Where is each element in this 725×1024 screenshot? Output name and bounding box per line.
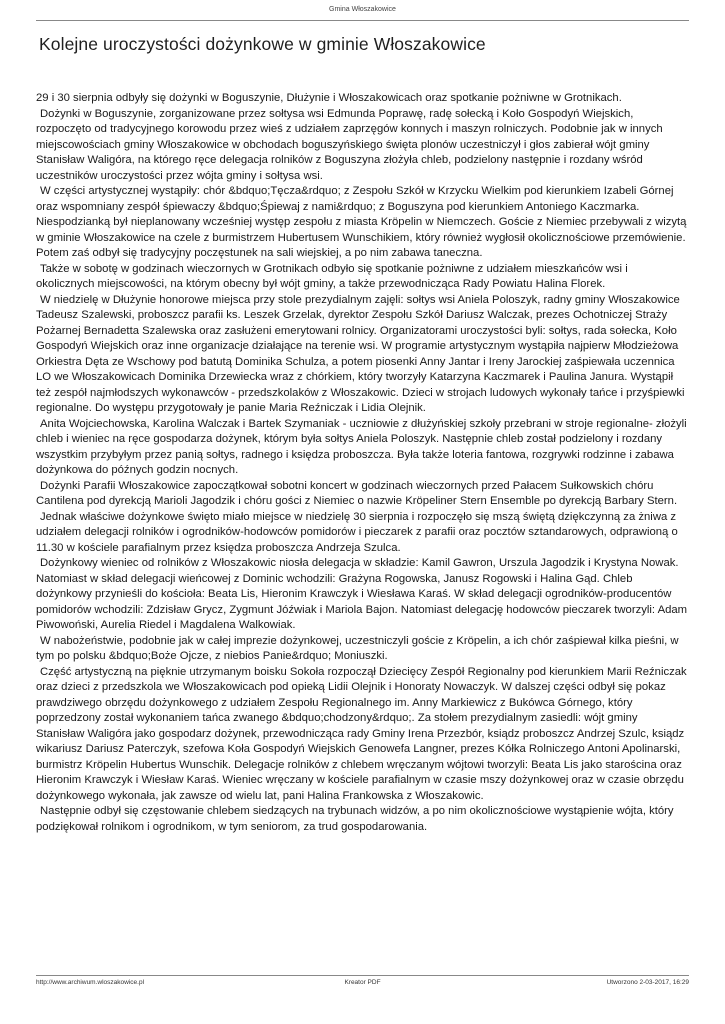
header-divider	[36, 20, 689, 21]
paragraph-boguszyn: Dożynki w Boguszynie, zorganizowane przez sołtysa wsi Edmunda Poprawę, radę sołecką i Koło Gospodyń Wiejskich, rozpoczęto od tradycyjnego korowodu przez wieś z udziałem zaprzęgów konnych i maszyn rolniczych. Podobnie jak w innych miejscowościach gminy Włoszakowice w obchodach boguszyńskiego święta plonów uczestniczył i głos zabierał wójt gminy Stanisław Waligóra, na którego ręce delegacja rolników z Boguszyna złożyła chleb, podzielony następnie i rozdany wśród uczestników uroczystości przez wójta gminy i sołtysa wsi.	[36, 107, 663, 182]
paragraph-intro: 29 i 30 sierpnia odbyły się dożynki w Boguszynie, Dłużynie i Włoszakowicach oraz spotkanie pożniwne w Grotnikach.	[36, 92, 622, 104]
page-footer	[36, 979, 689, 989]
paragraph-dluzyna-bread: Anita Wojciechowska, Karolina Walczak i Bartek Szymaniak - uczniowie z dłużyńskiej szkoły przebrani w stroje regionalne- złożyli chleb i wieniec na ręce gospodarza dożynek, którym była sołtys Aniela Poloszyk. Następnie chleb został podzielony i rozdany wszystkim przybyłym przez panią sołtys, radnego i księdza proboszcza. Była także loteria fantowa, rozgrywki rodzinne i zabawa dożynkowa do późnych godzin nocnych.	[36, 417, 687, 476]
footer-divider	[36, 975, 689, 976]
paragraph-delegations: Dożynkowy wieniec od rolników z Włoszakowic niosła delegacja w składzie: Kamil Gawron, Urszula Jagodzik i Krystyna Nowak. Natomiast w skład delegacji wieńcowej z Dominic wchodzili: Grażyna Rogowska, Janusz Rogowski i Halina Gąd. Chleb dożynkowy przynieśli do kościoła: Beata Lis, Hieronim Krawczyk i Wiesława Karaś. W skład delegacji ogrodników-producentów pomidorów wchodzili: Zdzisław Grycz, Zygmunt Jóźwiak i Mariola Bajon. Natomiast delegację hodowców pieczarek tworzyli: Adam Piwowoński, Aurelia Riedel i Magdalena Walkowiak.	[36, 557, 688, 631]
footer-generator: Kreator PDF	[344, 979, 381, 986]
page-header: Gmina Włoszakowice	[329, 6, 396, 13]
article-title: Kolejne uroczystości dożynkowe w gminie Włoszakowice	[39, 34, 486, 54]
paragraph-mass: Jednak właściwe dożynkowe święto miało miejsce w niedzielę 30 sierpnia i rozpoczęło się mszą świętą dziękczynną za żniwa z udziałem delegacji rolników i ogrodników-hodowców pomidorów i pieczarek z parafii oraz pocztów sztandarowych, odprawioną o 11.30 w kościele parafialnym przez księdza proboszcza Andrzeja Szulca.	[36, 510, 678, 554]
paragraph-closing: Następnie odbył się częstowanie chlebem siedzących na trybunach widzów, a po nim okolicznościowe wystąpienie wójta, który podziękował rolnikom i ogrodnikom, w tym seniorom, za trud gospodarowania.	[36, 805, 674, 833]
footer-url: http://www.archiwum.wloszakowice.pl	[36, 979, 145, 986]
paragraph-service: W nabożeństwie, podobnie jak w całej imprezie dożynkowej, uczestniczyli goście z Kröpelin, a ich chór zaśpiewał kilka pieśni, w tym po polsku &bdquo;Boże Ojcze, z niebios Panie&rdquo; Moniuszki.	[36, 634, 679, 662]
paragraph-grotniki: Także w sobotę w godzinach wieczornych w Grotnikach odbyło się spotkanie pożniwne z udziałem mieszkańców wsi i okolicznych miejscowości, na którym obecny był wójt gminy, a także przewodnicząca Rady Powiatu Halina Florek.	[36, 262, 628, 290]
paragraph-boguszyn-art: W części artystycznej wystąpiły: chór &bdquo;Tęcza&rdquo; z Zespołu Szkół w Krzycku Wielkim pod kierunkiem Izabeli Górnej oraz wspomniany zespół śpiewaczy &bdquo;Śpiewaj z nami&rdquo; z Boguszyna pod kierunkiem Antoniego Kaczmarka. Niespodzianką był nieplanowany wcześniej występ zespołu z miasta Kröpelin w Niemczech. Goście z Niemiec przebywali z wizytą w gminie Włoszakowice na czele z burmistrzem Hubertusem Wunschikiem, który również wygłosił okolicznościowe przemówienie. Potem zaś odbył się tradycyjny poczęstunek na sali wiejskiej, a po nim zabawa taneczna.	[36, 185, 687, 259]
paragraph-art-part: Część artystyczną na pięknie utrzymanym boisku Sokoła rozpoczął Dziecięcy Zespół Regionalny pod kierunkiem Marii Reźniczak oraz dzieci z przedszkola we Włoszakowicach pod opieką Lidii Olejnik i Honoraty Nowaczyk. W dalszej części odbył się pokaz prawdziwego obrzędu dożynkowego z udziałem Zespołu Regionalnego im. Anny Markiewicz z Bukówca Górnego, który poprzedzony został wykonaniem tańca zwanego &bdquo;chodzony&rdquo;. Za stołem prezydialnym zasiedli: wójt gminy Stanisław Waligóra jako gospodarz dożynek, przewodnicząca rady Gminy Irena Przezbór, ksiądz proboszcz Andrzej Szulc, ksiądz wikariusz Dariusz Paterczyk, szefowa Koła Gospodyń Wiejskich Genowefa Langner, prezes Kółka Rolniczego Antoni Apolinarski, burmistrz Kröpelin Hubertus Wunschik. Delegacje rolników z chlebem wręczanym wójtowi tworzyli: Beata Lis jako starościna oraz Hieronim Krawczyk i Wiesław Karaś. Wieniec wręczany w kościele parafialnym w czasie mszy dożynkowej oraz w czasie obrzędu dożynkowego wykonała, jak zawsze od wielu lat, pani Halina Frankowska z Włoszakowic.	[36, 665, 687, 802]
article-body	[36, 91, 688, 971]
paragraph-dluzyna: W niedzielę w Dłużynie honorowe miejsca przy stole prezydialnym zajęli: sołtys wsi Aniela Poloszyk, radny gminy Włoszakowice Tadeusz Szalewski, proboszcz parafii ks. Leszek Grzelak, dyrektor Zespołu Szkół Dariusz Walczak, prezes Ochotniczej Straży Pożarnej Bernadetta Szalewska oraz zasłużeni emerytowani rolnicy. Organizatorami uroczystości byli: sołtys, rada sołecka, Koło Gospodyń Wiejskich oraz inne organizacje działające na terenie wsi. W programie artystycznym wystąpiła najpierw Młodzieżowa Orkiestra Dęta ze Wschowy pod batutą Dominika Schulza, a potem piosenki Anny Jantar i Ireny Jarockiej zaśpiewała uczennica LO we Włoszakowicach Dominika Drzewiecka wraz z chórkiem, który tworzyły Katarzyna Kaczmarek i Paulina Janura. Wystąpił też zespół najmłodszych wykonawców - przedszkolaków z Włoszakowic. Dzieci w strojach ludowych wykonały tańce i przyśpiewki regionalne. Do występu przygotowały je panie Maria Reźniczak i Lidia Olejnik.	[36, 293, 685, 414]
footer-created: Utworzono 2-03-2017, 16:29	[606, 979, 689, 986]
paragraph-parish-concert: Dożynki Parafii Włoszakowice zapoczątkował sobotni koncert w godzinach wieczornych przed Pałacem Sułkowskich chóru Cantilena pod dyrekcją Marioli Jagodzik i chóru gości z Niemiec o nazwie Kröpeliner Stern Ensemble po dyrekcją Barbary Stern.	[36, 479, 678, 507]
